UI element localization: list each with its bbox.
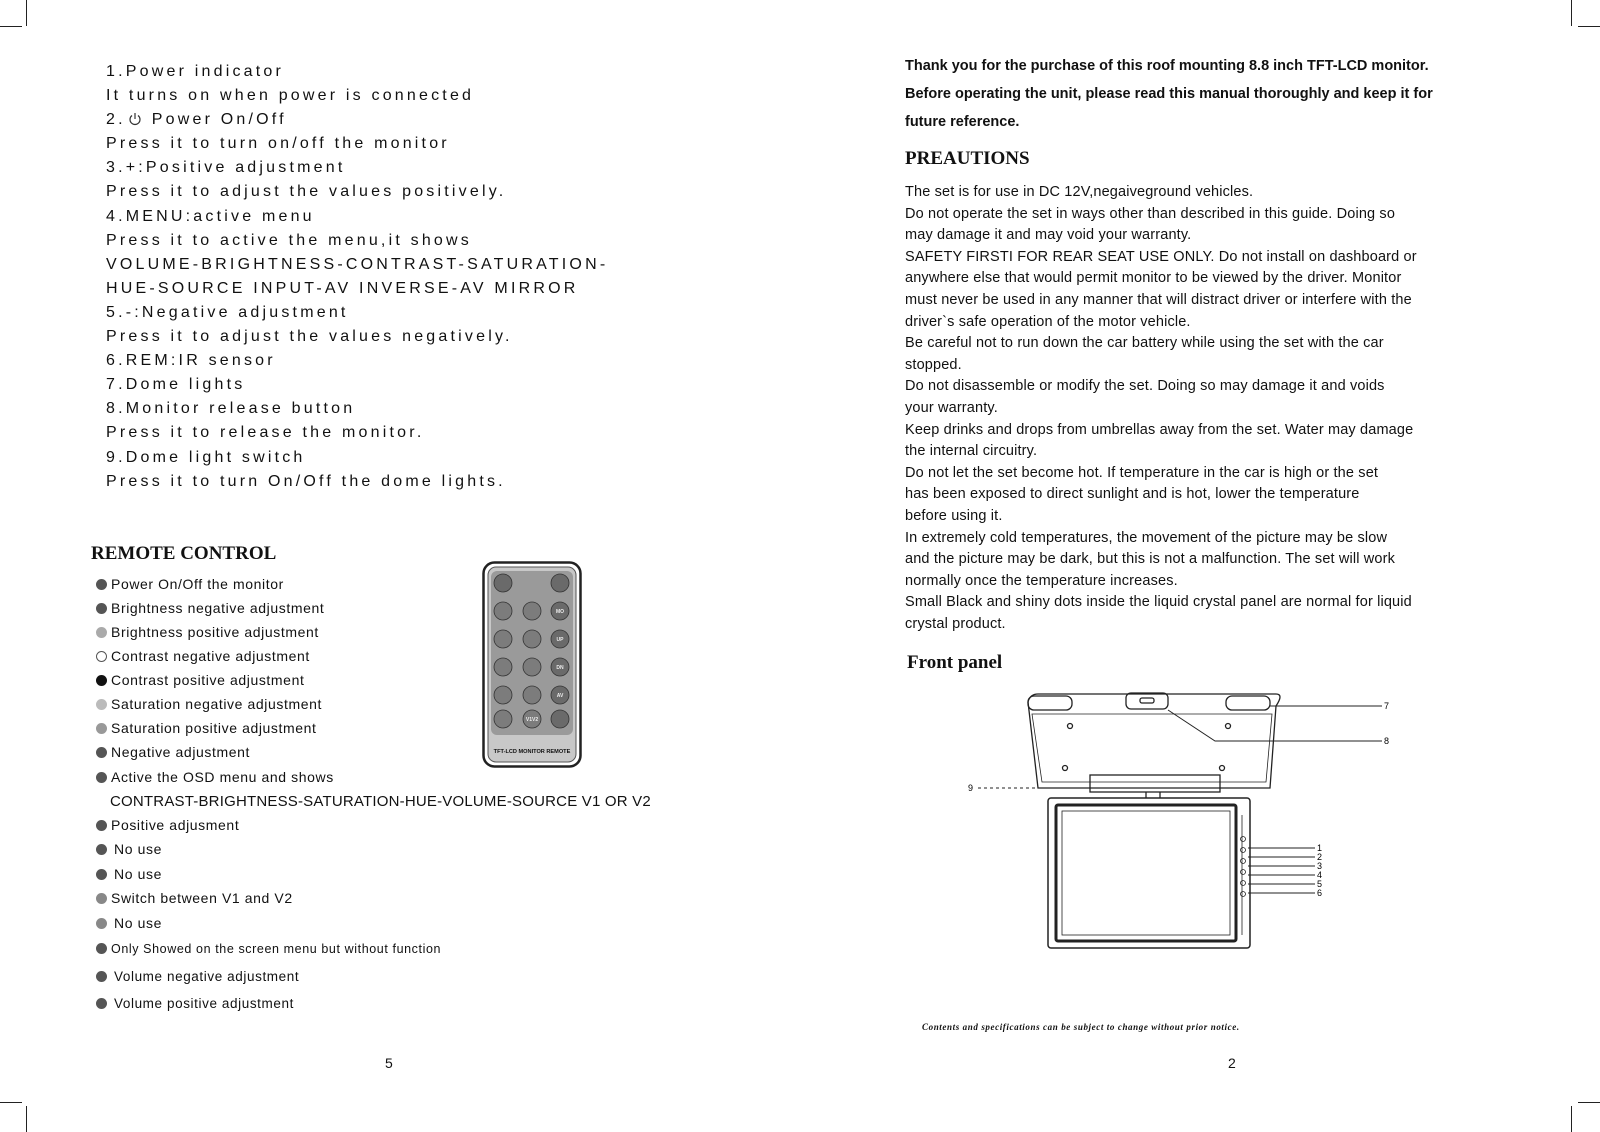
remote-item-label: Volume negative adjustment (114, 969, 300, 984)
precaution-line: In extremely cold temperatures, the movement of the picture may be slow (905, 529, 1388, 546)
crop-mark (1578, 26, 1600, 27)
crop-mark (1571, 1106, 1572, 1132)
spec-line: It turns on when power is connected (106, 87, 475, 105)
spec-line: VOLUME-BRIGHTNESS-CONTRAST-SATURATION- (106, 255, 609, 273)
remote-item (96, 841, 162, 857)
remote-item (96, 866, 162, 882)
precaution-line: stopped. (905, 356, 962, 373)
source-switch-icon (96, 893, 107, 904)
remote-item-label: Brightness positive adjustment (111, 624, 319, 640)
precaution-line: Do not operate the set in ways other than described in this guide. Doing so (905, 205, 1396, 222)
remote-item-label: No use (114, 866, 162, 882)
callout-5: 5 (1317, 879, 1323, 889)
remote-item (96, 890, 293, 906)
remote-key-label: UP (556, 637, 564, 643)
remote-item-label: Contrast negative adjustment (111, 648, 310, 664)
callout-9: 9 (968, 783, 974, 793)
precaution-line: normally once the temperature increases. (905, 572, 1178, 589)
remote-key (494, 658, 512, 676)
spec-line: Press it to adjust the values positively. (106, 183, 507, 201)
disclaimer-notice: Contents and specifications can be subject to change without prior notice. (922, 1022, 1240, 1032)
remote-item-label: Power On/Off the monitor (111, 576, 284, 592)
spec-line: 6.REM:IR sensor (106, 352, 276, 370)
housing (1028, 693, 1280, 798)
remote-item (96, 720, 317, 736)
remote-item-label: Saturation positive adjustment (111, 720, 317, 736)
spec-line-power (106, 108, 806, 132)
callout-8: 8 (1384, 736, 1390, 746)
intro-block (905, 52, 1433, 136)
remote-control-heading: REMOTE CONTROL (91, 543, 277, 564)
down-icon (96, 869, 107, 880)
front-panel-heading: Front panel (907, 652, 1003, 673)
remote-key (494, 686, 512, 704)
spec-line: 9.Dome light switch (106, 448, 306, 466)
precaution-line: and the picture may be dark, but this is not a malfunction. The set will work (905, 551, 1396, 568)
monitor-screen (1048, 798, 1250, 948)
precaution-line: The set is for use in DC 12V,negaiveground vehicles. (905, 184, 1254, 200)
remote-key-label: V1V2 (525, 717, 539, 723)
remote-key (494, 602, 512, 620)
contrast-up-icon (96, 675, 107, 686)
remote-item-label: Brightness negative adjustment (111, 600, 325, 616)
remote-key (551, 574, 569, 592)
remote-control-image (482, 561, 582, 768)
spec-line: 8.Monitor release button (106, 400, 356, 418)
spec-line: HUE-SOURCE INPUT-AV INVERSE-AV MIRROR (106, 279, 579, 297)
av-icon (96, 918, 107, 929)
precaution-line: driver`s safe operation of the motor vehicle. (905, 313, 1191, 330)
remote-key (523, 630, 541, 648)
precautions-heading: PREAUTIONS (905, 148, 1030, 169)
negative-icon (96, 747, 107, 758)
menu-icon (96, 772, 107, 783)
intro-line: future reference. (905, 114, 1020, 130)
remote-item (96, 672, 304, 688)
spec-line: 1.Power indicator (106, 63, 285, 80)
remote-key (551, 710, 569, 728)
precaution-line: Do not let the set become hot. If temperature in the car is high or the set (905, 464, 1379, 481)
callout-6: 6 (1317, 888, 1323, 898)
remote-key-label: MO (555, 609, 565, 615)
precaution-line: your warranty. (905, 399, 998, 416)
spec-line: 3.+:Positive adjustment (106, 159, 346, 177)
remote-item (96, 696, 322, 712)
remote-key (523, 602, 541, 620)
remote-key-label: DN (556, 665, 564, 671)
remote-item-label: Contrast positive adjustment (111, 672, 305, 688)
remote-label: TFT-LCD MONITOR REMOTE (493, 749, 571, 755)
callout-4: 4 (1317, 870, 1323, 880)
remote-item (96, 648, 310, 664)
remote-item (96, 996, 294, 1011)
precaution-line: before using it. (905, 507, 1003, 524)
precaution-line: may damage it and may void your warranty. (905, 227, 1192, 244)
remote-key (523, 686, 541, 704)
volume-down-icon (96, 971, 107, 982)
brightness-up-icon (96, 627, 107, 638)
intro-line: Before operating the unit, please read this manual thoroughly and keep it for (905, 86, 1433, 102)
volume-up-icon (96, 998, 107, 1009)
precaution-line: Be careful not to run down the car battery while using the set with the car (905, 335, 1384, 352)
precaution-line: SAFETY FIRSTI FOR REAR SEAT USE ONLY. Do not install on dashboard or (905, 248, 1417, 265)
page-number-left: 5 (385, 1055, 393, 1071)
crop-mark (26, 0, 27, 26)
brightness-down-icon (96, 603, 107, 614)
precautions-text (905, 182, 1417, 635)
crop-mark (26, 1106, 27, 1132)
spec-line: Press it to release the monitor. (106, 424, 425, 442)
remote-item-label: CONTRAST-BRIGHTNESS-SATURATION-HUE-VOLUME-SOURCE V1 OR V2 (110, 793, 651, 810)
precaution-line: crystal product. (905, 615, 1006, 632)
spec-line: 5.-:Negative adjustment (106, 303, 349, 321)
side-buttons (1241, 837, 1246, 897)
precaution-line: has been exposed to direct sunlight and is hot, lower the temperature (905, 486, 1360, 503)
remote-item-label: Volume positive adjustment (114, 996, 294, 1011)
remote-item (96, 744, 250, 760)
remote-key-label: AV (556, 693, 564, 699)
saturation-up-icon (96, 723, 107, 734)
remote-item-label: Active the OSD menu and shows (111, 769, 334, 785)
remote-item-label: Negative adjustment (111, 744, 251, 760)
spec-number: 2. (106, 111, 126, 129)
precaution-line: Small Black and shiny dots inside the liquid crystal panel are normal for liquid (905, 594, 1412, 611)
power-button-icon (96, 579, 107, 590)
spec-line: Press it to adjust the values negatively. (106, 328, 513, 346)
remote-item-label: No use (114, 915, 162, 931)
remote-item (96, 769, 334, 785)
crop-mark (0, 1102, 22, 1103)
remote-item-label: Switch between V1 and V2 (111, 890, 293, 906)
callout-7: 7 (1384, 701, 1390, 711)
crop-mark (0, 26, 22, 27)
precaution-line: Keep drinks and drops from umbrellas away from the set. Water may damage (905, 421, 1414, 438)
remote-item (96, 942, 441, 956)
precaution-line: Do not disassemble or modify the set. Doing so may damage it and voids (905, 378, 1385, 395)
remote-item-continuation (110, 793, 651, 810)
remote-item (96, 969, 299, 984)
crop-mark (1578, 1102, 1600, 1103)
remote-item-label: Saturation negative adjustment (111, 696, 323, 712)
remote-item-label: No use (114, 841, 162, 857)
remote-key (494, 574, 512, 592)
remote-item (96, 817, 239, 833)
contrast-down-icon (96, 651, 107, 662)
precaution-line: anywhere else that would permit monitor to be viewed by the driver. Monitor (905, 270, 1402, 287)
remote-item-label: Only Showed on the screen menu but without function (111, 942, 442, 956)
remote-item (96, 915, 162, 931)
spec-line: Press it to active the menu,it shows (106, 231, 472, 249)
power-label: Power On/Off (151, 111, 287, 129)
remote-item-label: Positive adjusment (111, 817, 240, 833)
callout-2: 2 (1317, 852, 1323, 862)
up-icon (96, 844, 107, 855)
saturation-down-icon (96, 699, 107, 710)
precaution-line: must never be used in any manner that will distract driver or interfere with the (905, 291, 1412, 308)
page-number-right: 2 (1228, 1055, 1236, 1071)
remote-key (494, 710, 512, 728)
intro-line: Thank you for the purchase of this roof mounting 8.8 inch TFT-LCD monitor. (905, 58, 1429, 74)
spec-line: Press it to turn On/Off the dome lights. (106, 472, 506, 490)
callout-1: 1 (1317, 843, 1323, 853)
callout-3: 3 (1317, 861, 1323, 871)
spec-line: 7.Dome lights (106, 376, 246, 394)
front-panel-legend (106, 60, 806, 494)
precaution-line: the internal circuitry. (905, 443, 1038, 460)
remote-key (494, 630, 512, 648)
spec-line: 4.MENU:active menu (106, 207, 315, 225)
remote-item (96, 576, 284, 592)
front-panel-diagram (970, 690, 1390, 970)
remote-item (96, 600, 324, 616)
remote-item (96, 624, 319, 640)
power-icon (128, 112, 142, 126)
positive-icon (96, 820, 107, 831)
remote-key (523, 658, 541, 676)
mute-icon (96, 943, 107, 954)
spec-line: Press it to turn on/off the monitor (106, 135, 450, 153)
crop-mark (1571, 0, 1572, 26)
